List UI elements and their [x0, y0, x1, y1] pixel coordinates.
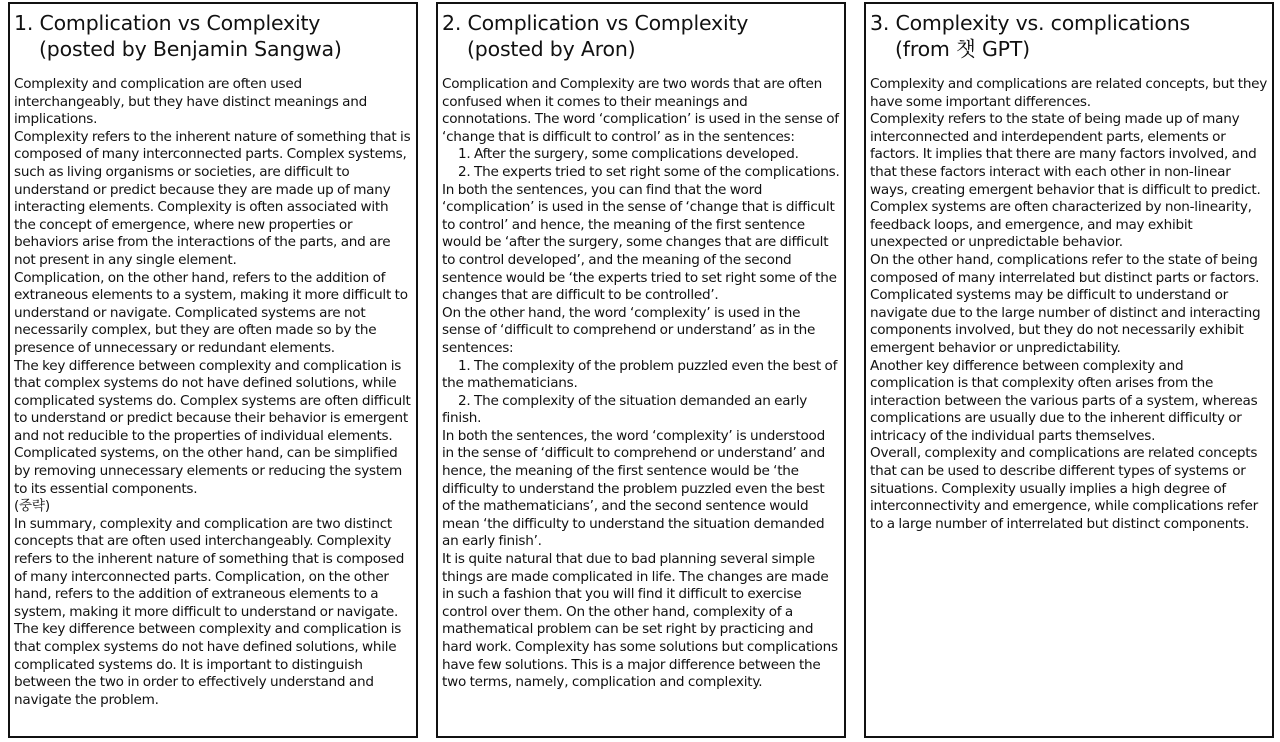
panel-subtitle: (from 챗 GPT)	[895, 37, 1030, 61]
panel-aron	[436, 2, 846, 738]
panel-title-main: 1. Complication vs Complexity	[14, 11, 321, 35]
paragraph: It is quite natural that due to bad planning several simple things are made complicated in life. The changes are made in such a fashion that you will find it difficult to exercise control over them. On the other hand, complexity of a mathematical problem can be set right by practicing and hard work. Complexity has some solutions but complications have few solutions. This is a major difference between the two terms, namely, complication and complexity.	[442, 551, 838, 691]
paragraph: Complication and Complexity are two words that are often confused when it comes to their meanings and connotations. The word ‘complication’ is used in the sense of ‘change that is difficult to control’ as in the sentences:	[442, 76, 839, 145]
paragraph: In both the sentences, the word ‘complexity’ is understood in the sense of ‘difficult to comprehend or understand’ and hence, the meaning of the first sentence would be ‘the difficulty to understand the problem puzzled even the best of the mathematicians’, and the second sentence would mean ‘the difficulty to understand the situation demanded an early finish’.	[442, 427, 826, 550]
panel-benjamin-sangwa	[8, 2, 418, 738]
omission-note: (중략)	[14, 498, 50, 515]
paragraph: In both the sentences, you can find that the word ‘complication’ is used in the sense of ‘change that is difficult to control’ and hence, the meaning of the first sentence would be ‘after the surgery, some changes that are difficult to control developed’, and the meaning of the second sentence would be ‘the experts tried to set right some of the changes that are difficult to be controlled’.	[442, 181, 837, 304]
panel-subtitle: (posted by Aron)	[467, 37, 636, 61]
panel-title	[14, 10, 416, 62]
panel-chat-gpt	[864, 2, 1274, 738]
paragraph: Complexity and complications are related concepts, but they have some important differences.	[870, 76, 1268, 110]
paragraph: On the other hand, the word ‘complexity’ is used in the sense of ‘difficult to comprehend or understand’ as in the sentences:	[442, 304, 816, 356]
panel-title	[442, 10, 844, 62]
paragraph: Complexity refers to the inherent nature of something that is composed of many interconnected parts. Complex systems, such as living organisms or societies, are difficult to understand or predict because they are made up of many interacting elements. Complexity is often associated with the concept of emergence, where new properties or behaviors arise from the interactions of the parts, and are not present in any single element.	[14, 128, 411, 268]
panel-title-main: 2. Complication vs Complexity	[442, 11, 749, 35]
paragraph: Complication, on the other hand, refers to the addition of extraneous elements to a system, making it more difficult to understand or navigate. Complicated systems are not necessarily complex, but they are often made so by the presence of unnecessary or redundant elements.	[14, 269, 408, 356]
example-item: 1. The complexity of the problem puzzled even the best of the mathematicians.	[442, 357, 838, 392]
paragraph: On the other hand, complications refer to the state of being composed of many interrelated but distinct parts or factors. Complicated systems may be difficult to understand or navigate due to the large number of distinct and interacting components involved, but they do not necessarily exhibit emergent behavior or unpredictability.	[870, 251, 1261, 356]
paragraph: Overall, complexity and complications are related concepts that can be used to describe different types of systems or situations. Complexity usually implies a high degree of interconnectivity and emergence, while complications refer to a large number of interrelated but distinct components.	[870, 445, 1258, 532]
panel-title-main: 3. Complexity vs. complications	[870, 11, 1190, 35]
paragraph: Complexity refers to the state of being made up of many interconnected and interdependent parts, elements or factors. It implies that there are many factors involved, and that these factors interact with each other in non-linear ways, creating emergent behavior that is difficult to predict. Complex systems are often characterized by non-linearity, feedback loops, and emergence, and may exhibit unexpected or unpredictable behavior.	[870, 111, 1261, 251]
paragraph: Another key difference between complexity and complication is that complexity often arises from the interaction between the various parts of a system, whereas complications are usually due to the inherent difficulty or intricacy of the individual parts themselves.	[870, 357, 1258, 444]
panel-subtitle: (posted by Benjamin Sangwa)	[39, 37, 342, 61]
paragraph: The key difference between complexity and complication is that complex systems do not have defined solutions, while complicated systems do. Complex systems are often difficult to understand or predict because their behavior is emergent and not reducible to the properties of individual elements. Complicated systems, on the other hand, can be simplified by removing unnecessary elements or reducing the system to its essential components.	[14, 357, 411, 497]
example-item: 2. The complexity of the situation demanded an early finish.	[442, 392, 808, 427]
paragraph: Complexity and complication are often used interchangeably, but they have distinct meanings and implications.	[14, 76, 367, 128]
example-item: 1. After the surgery, some complications developed.	[458, 146, 799, 163]
panel-body	[14, 76, 412, 709]
panel-title	[870, 10, 1272, 62]
example-item: 2. The experts tried to set right some of the complications.	[458, 163, 840, 180]
panel-body	[442, 76, 840, 692]
panel-body	[870, 76, 1268, 533]
paragraph: In summary, complexity and complication are two distinct concepts that are often used interchangeably. Complexity refers to the inherent nature of something that is composed of many interconnected parts. Complication, on the other hand, refers to the addition of extraneous elements to a system, making it more difficult to understand or navigate. The key difference between complexity and complication is that complex systems do not have defined solutions, while complicated systems do. It is important to distinguish between the two in order to effectively understand and navigate the problem.	[14, 515, 405, 708]
